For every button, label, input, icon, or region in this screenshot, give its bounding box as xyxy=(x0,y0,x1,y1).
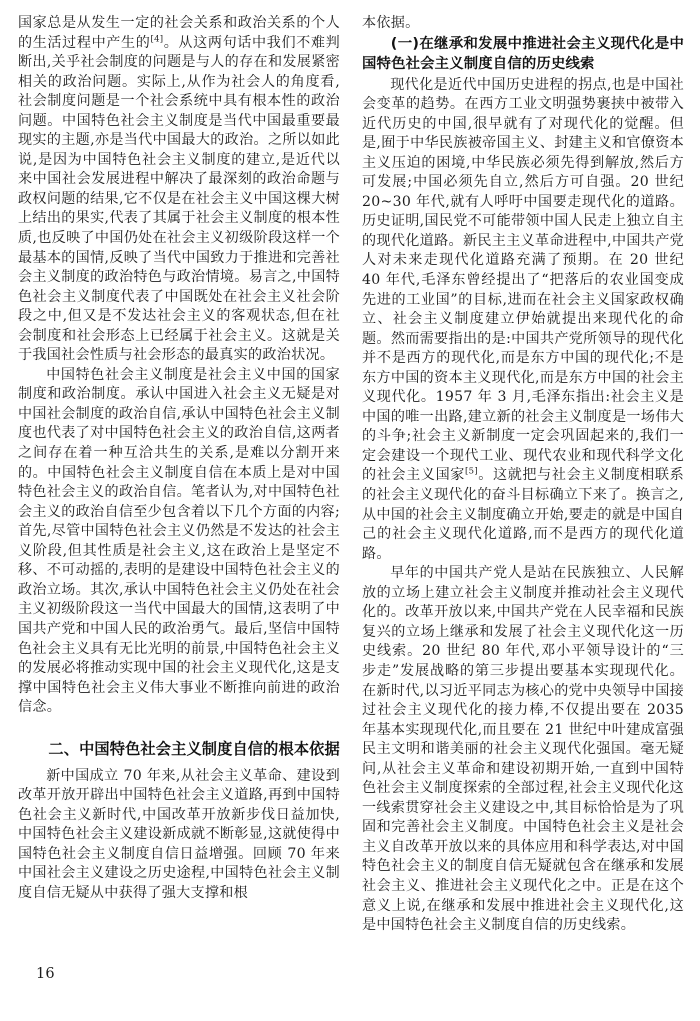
paragraph-4-text-after-footnote: 。这就把与社会主义制度相联系的社会主义现代化的奋斗目标确立下来了。换言之,从中国的社会主义制度确立开始,要走的就是中国自己的社会主义现代化道路,而不是西方的现代化道路。 xyxy=(362,467,684,562)
paragraph-continuation: 本依据。 xyxy=(362,15,420,31)
paragraph-4 xyxy=(362,76,684,565)
footnote-reference-4: [4] xyxy=(150,33,164,44)
section-heading-two: 二、中国特色社会主义制度自信的根本依据 xyxy=(48,739,340,758)
sub-heading-one: (一)在继承和发展中推进社会主义现代化是中国特色社会主义制度自信的历史线索 xyxy=(362,35,684,73)
page-number: 16 xyxy=(36,966,55,982)
right-column xyxy=(362,14,684,989)
left-column xyxy=(18,14,340,989)
paragraph-1-text-after-footnote: 。从这两句话中我们不难判断出,关乎社会制度的问题是与人的存在和发展紧密相关的政治问题。实际上,从作为社会人的角度看,社会制度问题是一个社会系统中具有根本性的政治问题。中国特色社会主义制度是当代中国最重要最现实的主题,亦是当代中国最大的政治。之所以如此说,是因为中国特色社会主义制度的建立,是近代以来中国社会发展进程中解决了最深刻的政治命题与政权问题的结果,它不仅是在社会主义中国这棵大树上结出的果实,代表了其属于社会主义制度的根本性质,也反映了中国仍处在社会主义初级阶段这样一个最基本的国情,反映了当代中国致力于推进和完善社会主义制度的政治特色与政治情境。易言之,中国特色社会主义制度代表了中国既处在社会主义社会阶段之中,但又是不发达社会主义的客观状态,但在社会制度和社会形态上已经属于社会主义。这就是关于我国社会性质与社会形态的最真实的政治状况。 xyxy=(18,34,340,364)
footnote-reference-5: [5] xyxy=(465,466,478,477)
two-column-layout xyxy=(18,14,682,989)
paragraph-1-text-before-footnote: 国家总是从发生一定的社会关系和政治关系的个人的生活过程中产生的 xyxy=(18,15,340,51)
paragraph-4-text-before-footnote: 现代化是近代中国历史进程的拐点,也是中国社会变革的趋势。在西方工业文明强势裹挟中被带入近代历史的中国,很早就有了对现代化的觉醒。但是,囿于中华民族被帝国主义、封建主义和官僚资本主义压迫的困境,中华民族必须先得到解放,然后方可发展;中国必须先自立,然后方可自强。20 世纪 20~30 年代,就有人呼吁中国要走现代化的道路。历史证明,国民党不可能带领中国人民走上独立自主的现代化道路。新民主主义革命进程中,中国共产党人对未来走现代化道路充满了预期。在 20 世纪 40 年代,毛泽东曾经提出了“把落后的农业国变成先进的工业国”的目标,进而在社会主义国家政权确立、社会主义制度建立伊始就提出来现代化的命题。然而需要指出的是:中国共产党所领导的现代化并不是西方的现代化,而是东方中国的现代化;不是东方中国的资本主义现代化,而是东方中国的社会主义现代化。1957 年 3 月,毛泽东指出:社会主义是中国的唯一出路,建立新的社会主义制度是一场伟大的斗争;社会主义新制度一定会巩固起来的,我们一定会建设一个现代工业、现代农业和现代科学文化的社会主义国家 xyxy=(362,76,684,484)
paragraph-1 xyxy=(18,14,340,366)
paragraph-5: 早年的中国共产党人是站在民族独立、人民解放的立场上建立社会主义制度并推动社会主义现代化的。改革开放以来,中国共产党在人民幸福和民族复兴的立场上继承和发展了社会主义现代化这一历史线索。20 世纪 80 年代,邓小平领导设计的“三步走”发展战略的第三步提出要基本实现现代化。在新时代,以习近平同志为核心的党中央领导中国接过社会主义现代化的接力棒,不仅提出要在 2035 年基本实现现代化,而且要在 21 世纪中叶建成富强民主文明和谐美丽的社会主义现代化强国。毫无疑问,从社会主义革命和建设初期开始,一直到中国特色社会主义制度探索的全部过程,社会主义现代化这一线索贯穿社会主义建设之中,其目标恰恰是为了巩固和完善社会主义制度。中国特色社会主义是社会主义自改革开放以来的具体应用和科学表达,对中国特色社会主义的制度自信无疑就包含在继承和发展社会主义、推进社会主义现代化之中。正是在这个意义上说,在继承和发展中推进社会主义现代化,这是中国特色社会主义制度自信的历史线索。 xyxy=(362,565,684,934)
paragraph-2: 中国特色社会主义制度是社会主义中国的国家制度和政治制度。承认中国进入社会主义无疑是对中国社会制度的政治自信,承认中国特色社会主义制度也代表了对中国特色社会主义的政治自信,这两者之间存在着一种互洽共生的关系,是难以分割开来的。中国特色社会主义制度自信在本质上是对中国特色社会主义的政治自信。笔者认为,对中国特色社会主义的政治自信至少包含着以下几个方面的内容;首先,尽管中国特色社会主义仍然是不发达的社会主义阶段,但其性质是社会主义,这在政治上是坚定不移、不可动摇的,表明的是建设中国特色社会主义的政治立场。其次,承认中国特色社会主义仍处在社会主义初级阶段这一当代中国最大的国情,这表明了中国共产党和中国人民的政治勇气。最后,坚信中国特色社会主义具有无比光明的前景,中国特色社会主义的发展必将推动实现中国的社会主义现代化,这是支撑中国特色社会主义伟大事业不断推向前进的政治信念。 xyxy=(18,366,340,716)
paragraph-3: 新中国成立 70 年来,从社会主义革命、建设到改革开放开辟出中国特色社会主义道路,再到中国特色社会主义新时代,中国改革开放新步伐日益加快,中国特色社会主义建设新成就不断彰显,这就使得中国特色社会主义制度自信日益增强。回顾 70 年来中国社会主义建设之历史途程,中国特色社会主义制度自信无疑从中获得了强大支撑和根 xyxy=(18,767,340,901)
